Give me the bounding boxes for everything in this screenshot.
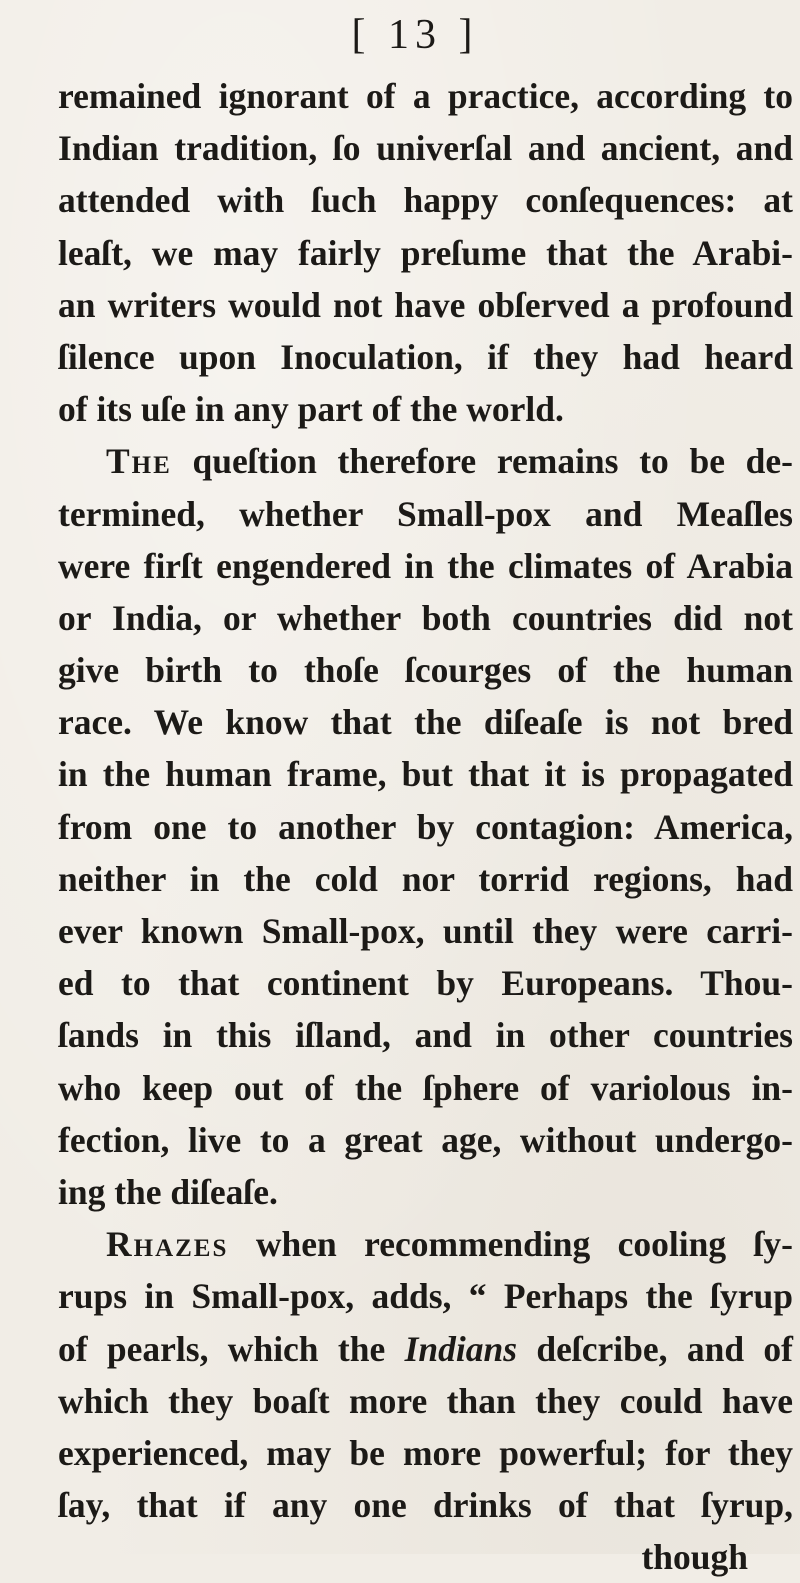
text-fragment: deſcribe, and of [536, 1328, 793, 1369]
italic-word: Indians [404, 1328, 518, 1369]
text-fragment: queſtion therefore remains to be de- [192, 441, 794, 482]
text-line: ing the diſeaſe. [58, 1171, 278, 1212]
text-line: leaſt, we may fairly preſume that the Arabi- [58, 232, 793, 273]
text-line: were firſt engendered in the climates of Arabia [58, 545, 793, 586]
text-line: fection, live to a great age, without undergo- [58, 1119, 793, 1160]
text-line: Indian tradition, ſo univerſal and ancient, and [58, 128, 793, 169]
body-text [58, 70, 793, 1583]
text-line: ſands in this iſland, and in other countries [58, 1015, 793, 1056]
text-line: ed to that continent by Europeans. Thou- [58, 963, 793, 1004]
text-fragment: when recommending cooling ſy- [255, 1224, 793, 1265]
text-line [58, 435, 793, 487]
text-line: ever known Small-pox, until they were carri- [58, 911, 793, 951]
text-fragment: of pearls, which the [58, 1328, 386, 1369]
page-number: [ 13 ] [351, 12, 479, 58]
text-line: which they boaſt more than they could have [58, 1380, 793, 1421]
text-line: of its uſe in any part of the world. [58, 389, 564, 430]
text-line: give birth to thoſe ſcourges of the human [58, 650, 793, 691]
text-line: ſilence upon Inoculation, if they had heard [58, 336, 793, 377]
catchword: though [641, 1537, 748, 1578]
text-line: rups in Small-pox, adds, “ Perhaps the ſyrup [58, 1276, 793, 1317]
text-line: attended with ſuch happy conſequences: at [58, 180, 793, 221]
text-line: experienced, may be more powerful; for they [58, 1432, 793, 1473]
text-line: ſay, that if any one drinks of that ſyrup, [58, 1485, 793, 1526]
text-line: termined, whether Small-pox and Meaſles [58, 493, 793, 534]
text-line [58, 1323, 793, 1375]
text-line: who keep out of the ſphere of variolous in- [58, 1067, 793, 1108]
text-line: remained ignorant of a practice, according to [58, 76, 793, 116]
text-line: race. We know that the diſeaſe is not bred [58, 702, 793, 743]
text-line: an writers would not have obſerved a profound [58, 284, 793, 325]
small-caps-word: The [106, 441, 172, 482]
text-line: in the human frame, but that it is propagated [58, 754, 793, 795]
text-line: neither in the cold nor torrid regions, had [58, 858, 793, 899]
text-line [58, 1218, 793, 1270]
text-line: or India, or whether both countries did not [58, 597, 793, 638]
text-line: from one to another by contagion: America, [58, 806, 793, 847]
small-caps-word: Rhazes [106, 1224, 229, 1265]
